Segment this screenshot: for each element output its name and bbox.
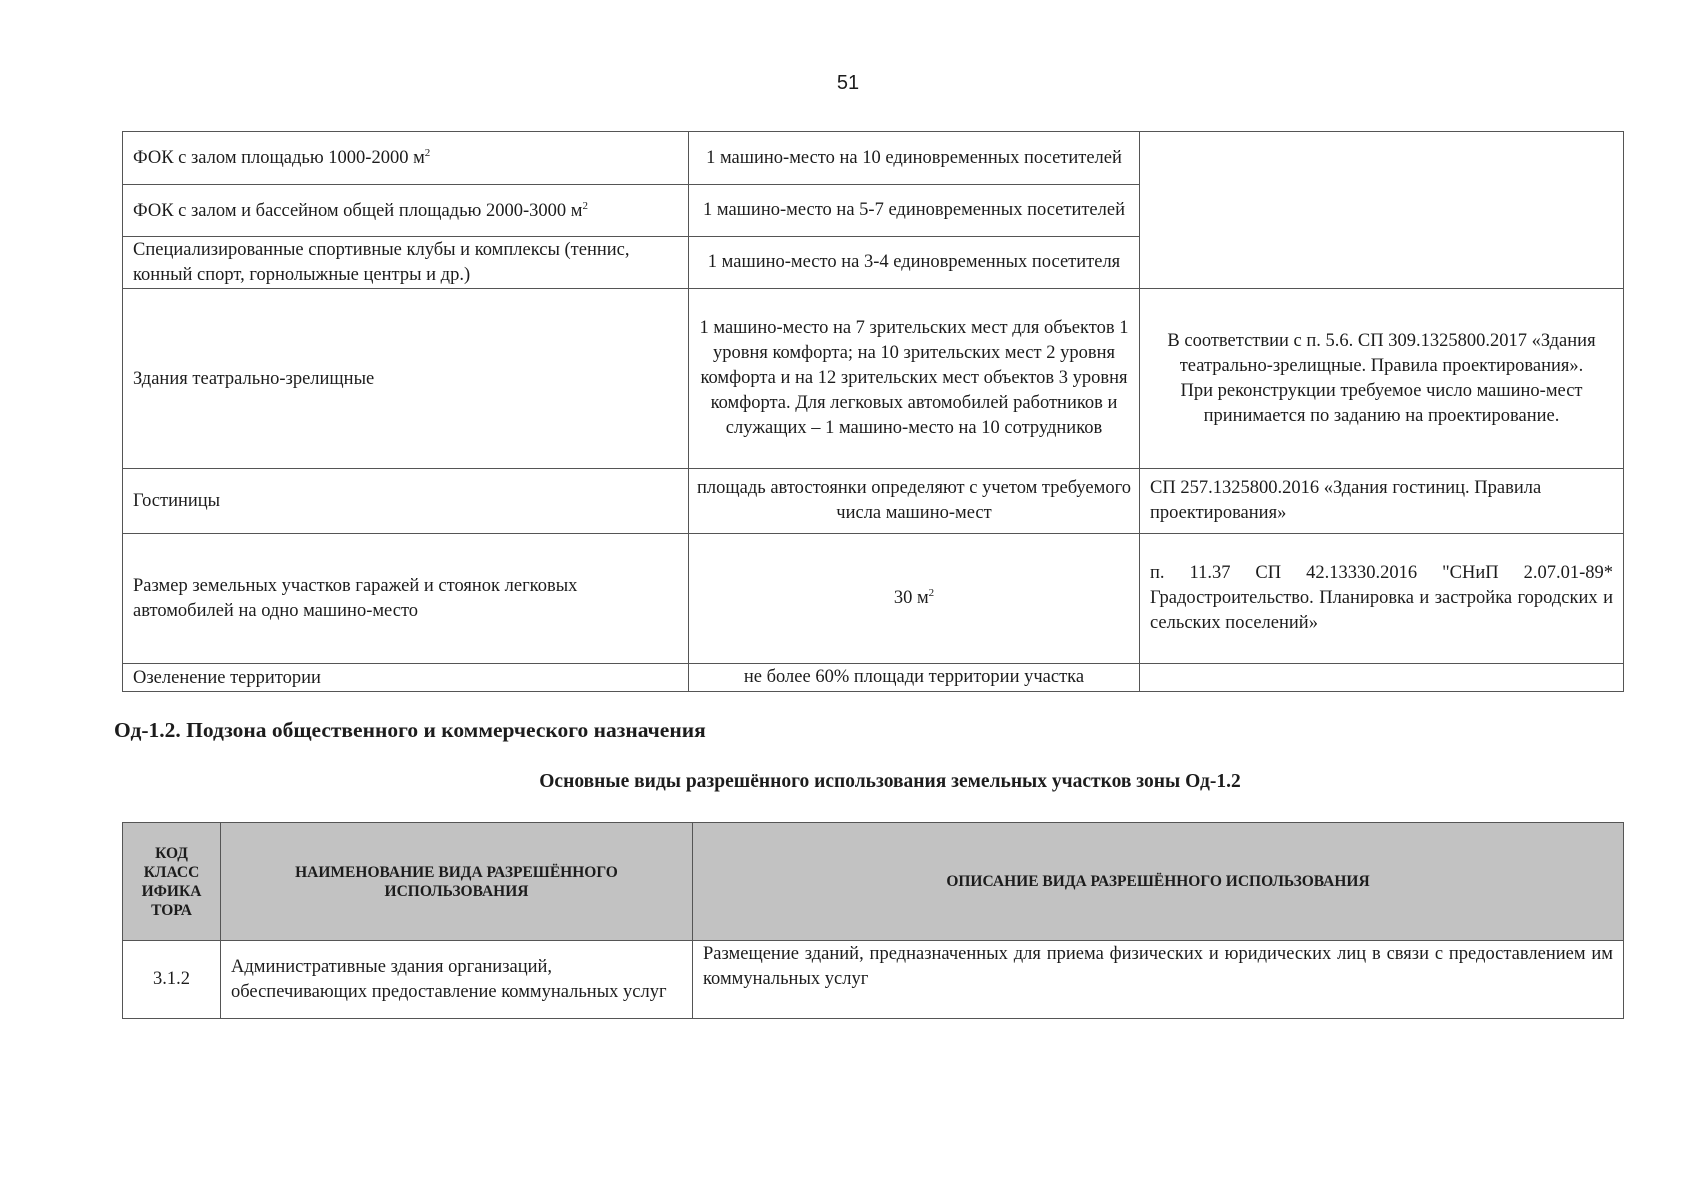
cell-text: ФОК с залом площадью 1000-2000 м (133, 148, 425, 168)
table-cell: 1 машино-место на 7 зрительских мест для объектов 1 уровня комфорта; на 10 зрительских мест 2 уровня комфорта и на 12 зрительских мест объектов 3 уровня комфорта. Для легковых автомобилей работников и служащих – 1 машино-место на 10 сотрудников (689, 289, 1140, 469)
table-cell: Размер земельных участков гаражей и стоянок легковых автомобилей на одно машино-место (123, 534, 689, 664)
superscript: 2 (928, 586, 935, 599)
use-name: Административные здания организаций, обеспечивающих предоставление коммунальных услуг (221, 941, 693, 1019)
table-row (123, 469, 1624, 534)
table-cell (1140, 664, 1624, 692)
cell-text: ФОК с залом и бассейном общей площадью 2000-3000 м (133, 200, 583, 221)
table-cell: п. 11.37 СП 42.13330.2016 "СНиП 2.07.01-89* Градостроительство. Планировка и застройка городских и сельских поселений» (1140, 534, 1624, 664)
column-header-code: КОД КЛАСС ИФИКА ТОРА (123, 823, 221, 941)
section-heading: Од-1.2. Подзона общественного и коммерческого назначения (114, 718, 706, 742)
page-number: 51 (836, 72, 860, 94)
table-cell: Озеленение территории (123, 664, 689, 692)
table-cell: СП 257.1325800.2016 «Здания гостиниц. Правила проектирования» (1140, 469, 1624, 534)
table-cell: Специализированные спортивные клубы и комплексы (теннис, конный спорт, горнолыжные центры и др.) (123, 237, 689, 289)
permitted-use-table (122, 822, 1624, 1019)
table-cell: 1 машино-место на 3-4 единовременных посетителя (689, 237, 1140, 289)
column-header-name: НАИМЕНОВАНИЕ ВИДА РАЗРЕШЁННОГО ИСПОЛЬЗОВАНИЯ (221, 823, 693, 941)
parking-requirements-table (122, 131, 1624, 692)
table-cell (1140, 289, 1624, 469)
table-cell: Гостиницы (123, 469, 689, 534)
cell-text: В соответствии с п. 5.6. СП 309.1325800.2017 «Здания театрально-зрелищные. Правила проектирования». (1167, 330, 1596, 376)
superscript: 2 (424, 146, 431, 159)
table-cell (123, 132, 689, 185)
table-cell: не более 60% площади территории участка (689, 664, 1140, 692)
column-header-description: ОПИСАНИЕ ВИДА РАЗРЕШЁННОГО ИСПОЛЬЗОВАНИЯ (693, 823, 1624, 941)
table-cell: 1 машино-место на 5-7 единовременных посетителей (689, 185, 1140, 237)
table-cell (689, 534, 1140, 664)
table-row (123, 289, 1624, 469)
table-cell: 1 машино-место на 10 единовременных посетителей (689, 132, 1140, 185)
use-description: Размещение зданий, предназначенных для приема физических и юридических лиц в связи с предоставлением им коммунальных услуг (693, 941, 1624, 1019)
table-title: Основные виды разрешённого использования земельных участков зоны Од-1.2 (539, 771, 1241, 792)
table-row (123, 941, 1624, 1019)
table-cell (1140, 132, 1624, 289)
header-row (123, 823, 1624, 941)
table-row (123, 534, 1624, 664)
table-cell: Здания театрально-зрелищные (123, 289, 689, 469)
classifier-code: 3.1.2 (123, 941, 221, 1019)
cell-text: При реконструкции требуемое число машино-мест принимается по заданию на проектирование. (1180, 380, 1583, 426)
table-row (123, 132, 1624, 185)
cell-text: 30 м (893, 588, 929, 608)
table-cell (123, 185, 689, 237)
superscript: 2 (582, 199, 588, 212)
table-cell: площадь автостоянки определяют с учетом требуемого числа машино-мест (689, 469, 1140, 534)
table-row (123, 664, 1624, 692)
